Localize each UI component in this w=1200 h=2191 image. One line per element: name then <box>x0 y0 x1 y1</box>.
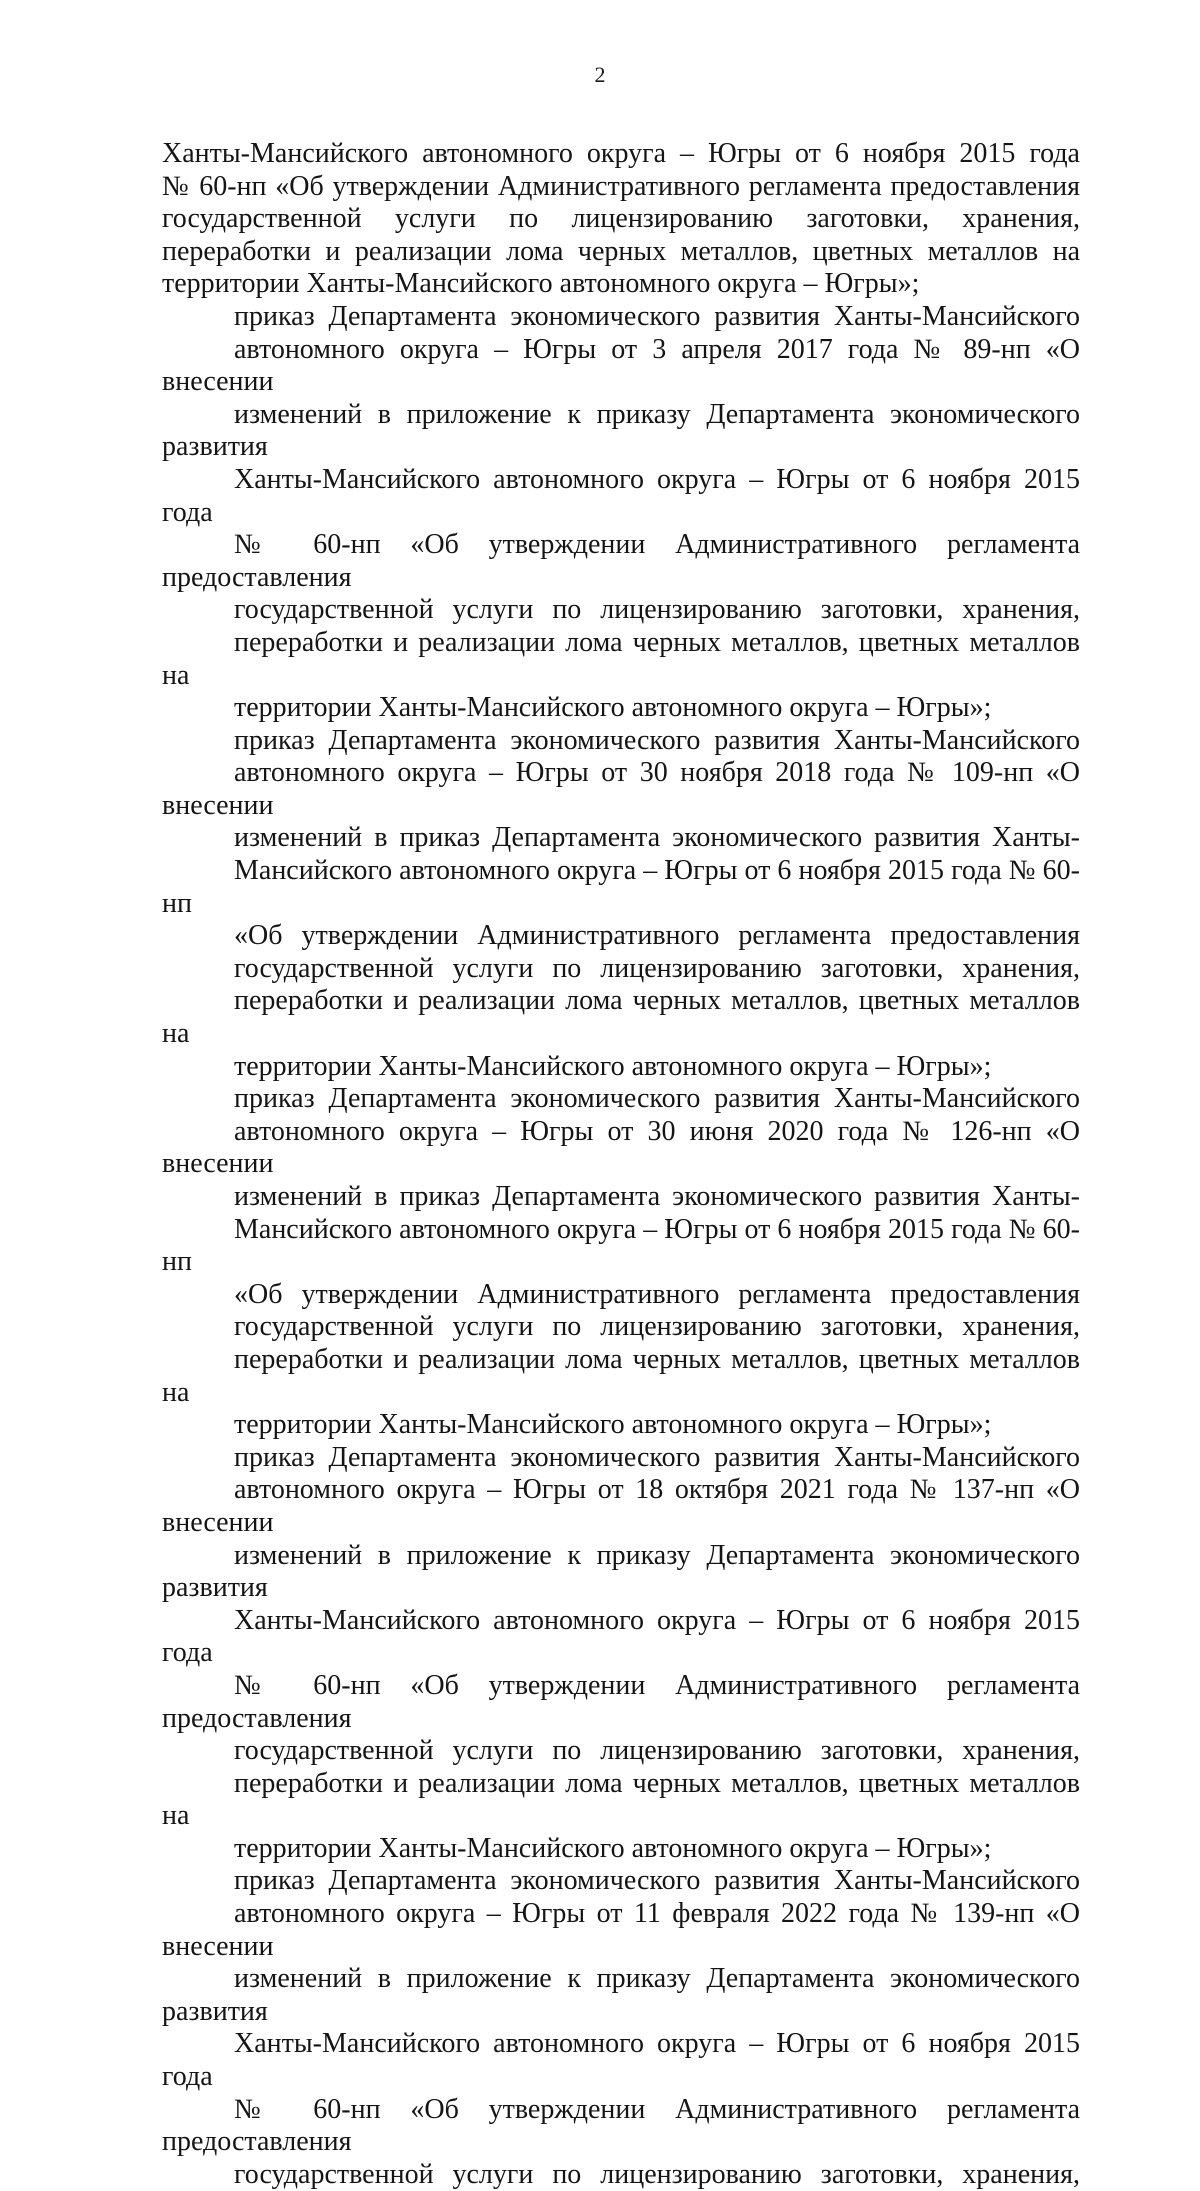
text-line: территории Ханты-Мансийского автономного округа – Югры»; <box>234 1832 992 1864</box>
text-line: изменений в приложение к приказу Департамента экономического развития <box>162 1963 1080 2027</box>
text-line: Ханты-Мансийского автономного округа – Югры от 6 ноября 2015 года <box>162 2028 1080 2093</box>
text-line: государственной услуги по лицензированию заготовки, хранения, <box>234 2158 1080 2190</box>
text-line: переработки и реализации лома черных металлов, цветных металлов на <box>162 235 1080 267</box>
text-line: Ханты-Мансийского автономного округа – Югры от 6 ноября 2015 года <box>162 1604 1080 1669</box>
text-line: государственной услуги по лицензированию заготовки, хранения, <box>234 594 1080 626</box>
text-line: изменений в приказ Департамента экономического развития Ханты- <box>234 1181 1080 1212</box>
text-line: территории Ханты-Мансийского автономного округа – Югры»; <box>234 1409 992 1441</box>
text-line: изменений в приказ Департамента экономического развития Ханты- <box>234 822 1080 854</box>
text-line: № 60-нп «Об утверждении Административного регламента предоставления <box>162 1669 1080 1734</box>
paragraph <box>162 725 1080 1084</box>
text-line: государственной услуги по лицензированию заготовки, хранения, <box>234 1735 1080 1767</box>
text-line: «Об утверждении Административного регламента предоставления <box>234 1278 1080 1310</box>
text-line: «Об утверждении Административного регламента предоставления <box>234 920 1080 952</box>
text-line: № 60-нп «Об утверждении Административного регламента предоставления <box>162 529 1080 593</box>
text-line: автономного округа – Югры от 30 ноября 2018 года № 109-нп «О внесении <box>162 757 1080 821</box>
text-line: государственной услуги по лицензированию заготовки, хранения, <box>234 1311 1080 1343</box>
text-line: территории Ханты-Мансийского автономного округа – Югры»; <box>234 692 992 724</box>
text-line: изменений в приложение к приказу Департамента экономического развития <box>162 1539 1080 1604</box>
text-line: Ханты-Мансийского автономного округа – Югры от 6 ноября 2015 года <box>162 138 1080 169</box>
paragraph <box>162 1865 1080 2191</box>
text-line: переработки и реализации лома черных металлов, цветных металлов на <box>162 626 1080 691</box>
text-line: № 60-нп «Об утверждении Административного регламента предоставления <box>162 170 1080 202</box>
text-line: государственной услуги по лицензированию заготовки, хранения, <box>162 203 1080 235</box>
text-line: приказ Департамента экономического развития Ханты-Мансийского <box>234 1083 1080 1115</box>
text-line: приказ Департамента экономического развития Ханты-Мансийского <box>234 1865 1080 1897</box>
text-line: автономного округа – Югры от 11 февраля 2022 года № 139-нп «О внесении <box>162 1898 1080 1962</box>
paragraph <box>162 138 1080 301</box>
text-line: № 60-нп «Об утверждении Административного регламента предоставления <box>162 2093 1080 2158</box>
text-line: приказ Департамента экономического развития Ханты-Мансийского <box>234 300 1080 332</box>
text-line: Ханты-Мансийского автономного округа – Югры от 6 ноября 2015 года <box>162 463 1080 528</box>
paragraph <box>162 301 1080 725</box>
text-line: автономного округа – Югры от 18 октября 2021 года № 137-нп «О внесении <box>162 1474 1080 1538</box>
text-line: Мансийского автономного округа – Югры от 6 ноября 2015 года № 60-нп <box>162 855 1080 919</box>
document-body <box>162 138 1080 2191</box>
paragraph <box>162 1442 1080 1866</box>
text-line: изменений в приложение к приказу Департамента экономического развития <box>162 398 1080 463</box>
page-number: 2 <box>594 62 606 87</box>
text-line: приказ Департамента экономического развития Ханты-Мансийского <box>234 724 1080 756</box>
text-line: переработки и реализации лома черных металлов, цветных металлов на <box>162 985 1080 1050</box>
text-line: переработки и реализации лома черных металлов, цветных металлов на <box>162 1343 1080 1408</box>
text-line: автономного округа – Югры от 3 апреля 2017 года № 89-нп «О внесении <box>162 333 1080 398</box>
paragraph <box>162 1083 1080 1442</box>
text-line: территории Ханты-Мансийского автономного округа – Югры»; <box>162 268 920 300</box>
text-line: государственной услуги по лицензированию заготовки, хранения, <box>234 952 1080 984</box>
text-line: Мансийского автономного округа – Югры от 6 ноября 2015 года № 60-нп <box>162 1213 1080 1278</box>
text-line: приказ Департамента экономического развития Ханты-Мансийского <box>234 1441 1080 1473</box>
text-line: переработки и реализации лома черных металлов, цветных металлов на <box>162 1767 1080 1832</box>
text-line: автономного округа – Югры от 30 июня 2020 года № 126-нп «О внесении <box>162 1115 1080 1180</box>
text-line: территории Ханты-Мансийского автономного округа – Югры»; <box>234 1050 992 1082</box>
